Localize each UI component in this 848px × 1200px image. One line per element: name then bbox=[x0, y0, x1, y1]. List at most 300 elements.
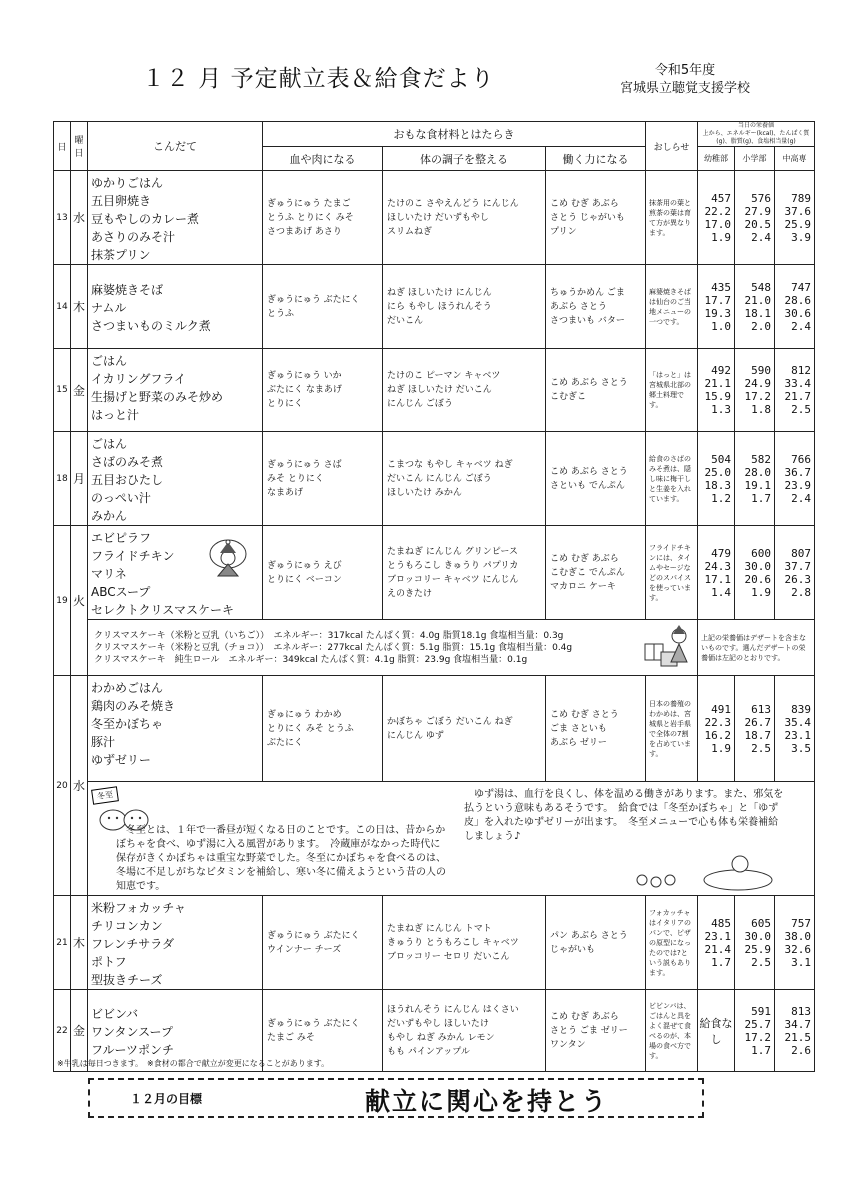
nutrition-grade1 bbox=[698, 171, 735, 265]
nutrition-grade1 bbox=[698, 265, 735, 349]
nutrition-value: 1.7 bbox=[711, 955, 732, 969]
ingredient-line: こまつな もやし キャベツ ねぎ bbox=[387, 459, 513, 470]
table-row bbox=[54, 349, 815, 432]
nutrition-value: 613 bbox=[751, 702, 772, 716]
ingredient-line: たまねぎ にんじん トマト bbox=[387, 923, 492, 934]
nutrition-grade3 bbox=[775, 896, 815, 990]
header-menu: こんだて bbox=[88, 122, 263, 171]
ingredient-line: みそ とりにく bbox=[267, 473, 324, 484]
ingredient-line: ブロッコリー セロリ だいこん bbox=[387, 951, 510, 962]
table-row bbox=[54, 782, 815, 896]
ingredient-line: さとう じゃがいも bbox=[550, 212, 625, 223]
ingredient-line: こめ あぶら さとう bbox=[550, 378, 628, 388]
nutrition-grade3 bbox=[775, 265, 815, 349]
dish-item: ポトフ bbox=[91, 955, 127, 969]
dish-item: 麻婆焼きそば bbox=[91, 283, 164, 297]
nutrition-grade2 bbox=[735, 349, 775, 432]
nutrition-value: 17.0 bbox=[704, 217, 732, 231]
ingredient-line: こめ むぎ さとう bbox=[550, 709, 619, 720]
dish-item: 五目卵焼き bbox=[91, 194, 152, 208]
nutrition-value: 38.0 bbox=[784, 929, 812, 943]
weekday-cell: 木 bbox=[71, 896, 88, 990]
nutrition-value: 25.0 bbox=[704, 465, 732, 479]
ingredient-line: スリムねぎ bbox=[387, 226, 433, 237]
dish-item: フルーツポンチ bbox=[91, 1043, 175, 1057]
winter-solstice-panel bbox=[88, 782, 815, 896]
nutrition-value: 21.7 bbox=[784, 390, 812, 403]
ingredient-line: あぶら さとう bbox=[550, 301, 607, 312]
ingredient-line: たけのこ ピーマン キャベツ bbox=[387, 371, 501, 381]
nutrition-value: 576 bbox=[751, 191, 772, 205]
yellow-ingredients bbox=[546, 171, 646, 265]
ingredient-line: たまご みそ bbox=[267, 1032, 315, 1043]
footer-note: ※牛乳は毎日つきます。 ※食材の都合で献立が変更になることがあります。 bbox=[57, 1059, 330, 1068]
dish-item: 鶏肉のみそ焼き bbox=[91, 699, 176, 713]
ingredient-line: たけのこ さやえんどう にんじん bbox=[387, 198, 519, 209]
red-ingredients bbox=[263, 676, 383, 782]
dish-item: マリネ bbox=[91, 567, 127, 581]
nutrition-value: 766 bbox=[791, 452, 812, 466]
yuzu-bath-illustration bbox=[628, 852, 778, 892]
dish-item: チリコンカン bbox=[91, 919, 163, 933]
header-grade2: 小学部 bbox=[735, 147, 775, 171]
header-yellow: 働く力になる bbox=[546, 147, 646, 171]
weekday-cell: 金 bbox=[71, 990, 88, 1072]
header-grade3: 中高専 bbox=[775, 147, 815, 171]
nutrition-value: 789 bbox=[791, 191, 812, 205]
note-cell: 「はっと」は宮城県北部の郷土料理です。 bbox=[646, 349, 698, 432]
date-cell: 22 bbox=[54, 990, 71, 1072]
school-year: 令和5年度 bbox=[654, 63, 716, 78]
dish-item: 型抜きチーズ bbox=[91, 973, 163, 987]
solstice-tag: 冬至 bbox=[91, 786, 119, 804]
dish-item: のっぺい汁 bbox=[91, 491, 151, 505]
goal-text: 献立に関心を持とう bbox=[365, 1087, 609, 1116]
header-nutrition bbox=[698, 122, 815, 147]
ingredient-line: こめ むぎ あぶら bbox=[550, 1011, 619, 1022]
nutrition-value: 479 bbox=[711, 546, 732, 560]
ingredient-line: もも パインアップル bbox=[387, 1046, 470, 1057]
solstice-right-text: ゆず湯は、血行を良くし、体を温める働きがあります。また、邪気を払うという意味もあるそうです。 給食では「冬至かぼちゃ」と「ゆず皮」を入れたゆずゼリーが出ます。 冬至メニューで心も体も栄養補給しましょう♪ bbox=[464, 788, 784, 842]
nutrition-value: 1.7 bbox=[751, 491, 772, 505]
ingredient-line: もやし ねぎ みかん レモン bbox=[387, 1032, 495, 1043]
nutrition-value: 3.1 bbox=[791, 955, 812, 969]
nutrition-value: 591 bbox=[751, 1004, 772, 1018]
nutrition-value: 605 bbox=[751, 916, 772, 930]
gifts-illustration bbox=[641, 622, 695, 670]
dish-item: ワンタンスープ bbox=[91, 1025, 173, 1039]
nutrition-value: 2.4 bbox=[751, 230, 772, 244]
nutrition-value: 491 bbox=[711, 702, 732, 716]
nutrition-value: 23.9 bbox=[784, 478, 812, 492]
ingredient-line: さつまあげ あさり bbox=[267, 226, 342, 237]
nutrition-value: 2.4 bbox=[791, 319, 812, 333]
dish-item: セレクトクリスマスケーキ bbox=[91, 603, 235, 617]
nutrition-value: 813 bbox=[791, 1004, 812, 1018]
nutrition-grade3 bbox=[775, 676, 815, 782]
yellow-ingredients bbox=[546, 676, 646, 782]
note-cell: 日本の養殖のわかめは、宮城県と岩手県で全体の7割を占めています。 bbox=[646, 676, 698, 782]
nutrition-grade3 bbox=[775, 349, 815, 432]
nutrition-value: 807 bbox=[791, 546, 812, 560]
header-notes: おしらせ bbox=[646, 122, 698, 171]
ingredient-line: こむぎこ でんぷん bbox=[550, 567, 625, 578]
nutrition-value: 485 bbox=[711, 916, 732, 930]
ingredient-line: かぼちゃ ごぼう だいこん ねぎ bbox=[387, 716, 513, 727]
ingredient-line: こむぎこ bbox=[550, 392, 587, 402]
ingredient-line: とりにく bbox=[267, 399, 304, 409]
nutrition-value: 2.5 bbox=[751, 741, 772, 755]
date-cell: 18 bbox=[54, 432, 71, 526]
dish-item: 冬至かぼちゃ bbox=[91, 717, 164, 731]
dish-item: イカリングフライ bbox=[91, 372, 187, 386]
date-cell: 20 bbox=[54, 676, 71, 896]
weekday-cell: 月 bbox=[71, 432, 88, 526]
ingredient-line: じゃがいも bbox=[550, 944, 596, 955]
nutrition-value: 20.5 bbox=[744, 217, 772, 231]
nutrition-value: 25.9 bbox=[784, 217, 812, 231]
ingredient-line: えのきたけ bbox=[387, 588, 433, 599]
dish-item: わかめごはん bbox=[91, 681, 164, 695]
ingredient-line: ぎゅうにゅう たまご bbox=[267, 198, 351, 209]
dish-list bbox=[88, 676, 263, 782]
nutrition-grade2 bbox=[735, 896, 775, 990]
dish-list bbox=[88, 171, 263, 265]
nutrition-value: 2.4 bbox=[791, 491, 812, 505]
nutrition-grade1 bbox=[698, 432, 735, 526]
xmas-line: クリスマスケーキ（米粉と豆乳（チョコ）） エネルギー：277kcal たんぱく質：5.1g 脂質：15.1g 食塩相当量：0.4g bbox=[94, 642, 573, 653]
dish-item: みかん bbox=[91, 509, 128, 523]
table-row bbox=[54, 171, 815, 265]
dish-item: さつまいものミルク煮 bbox=[91, 319, 211, 333]
nutrition-value: 590 bbox=[751, 364, 772, 377]
ingredient-line: たまねぎ にんじん グリンピース bbox=[387, 546, 518, 557]
dish-item: 生揚げと野菜のみそ炒め bbox=[91, 390, 224, 404]
nutrition-value: 19.3 bbox=[704, 306, 732, 320]
nutrition-value: 1.2 bbox=[711, 491, 732, 505]
red-ingredients bbox=[263, 432, 383, 526]
nutrition-value: 17.2 bbox=[744, 390, 772, 403]
ingredient-line: パン あぶら さとう bbox=[550, 930, 628, 941]
dish-item: ごはん bbox=[91, 437, 128, 451]
nutrition-value: 28.6 bbox=[784, 293, 812, 307]
weekday-cell: 水 bbox=[71, 171, 88, 265]
ingredient-line: とうもろこし きゅうり パプリカ bbox=[387, 560, 519, 571]
nutrition-value: 2.8 bbox=[791, 585, 812, 599]
date-cell: 14 bbox=[54, 265, 71, 349]
green-ingredients bbox=[383, 349, 546, 432]
nutrition-value: 600 bbox=[751, 546, 772, 560]
nutrition-grade2 bbox=[735, 265, 775, 349]
dish-item: 豚汁 bbox=[91, 735, 116, 749]
nutrition-value: 30.0 bbox=[744, 559, 772, 573]
nutrition-value: 3.5 bbox=[791, 741, 812, 755]
dish-item: エビピラフ bbox=[91, 531, 152, 545]
nutrition-grade3 bbox=[775, 432, 815, 526]
nutrition-value: 18.1 bbox=[744, 306, 772, 320]
nutrition-value: 839 bbox=[791, 702, 812, 716]
note-cell: フォカッチャはイタリアのパンで、ピザの原型になったのでは?という説もあります。 bbox=[646, 896, 698, 990]
page-title: １２ 月 予定献立表＆給食だより bbox=[142, 66, 495, 92]
yellow-ingredients bbox=[546, 896, 646, 990]
date-cell: 13 bbox=[54, 171, 71, 265]
nutrition-value: 21.4 bbox=[704, 942, 732, 956]
ingredient-line: とりにく ベーコン bbox=[267, 574, 342, 585]
nutrition-value: 1.0 bbox=[711, 319, 732, 333]
ingredient-line: こめ あぶら さとう bbox=[550, 466, 628, 477]
ingredient-line: マカロニ ケーキ bbox=[550, 581, 616, 592]
green-ingredients bbox=[383, 676, 546, 782]
header-ingredients: おもな食材料とはたらき bbox=[263, 122, 646, 147]
nutrition-value: 22.2 bbox=[704, 204, 732, 218]
ingredient-line: ぎゅうにゅう ぶたにく bbox=[267, 930, 360, 941]
dish-list bbox=[88, 526, 263, 620]
nutrition-grade2 bbox=[735, 526, 775, 620]
green-ingredients bbox=[383, 896, 546, 990]
table-row bbox=[54, 676, 815, 782]
red-ingredients bbox=[263, 896, 383, 990]
ingredient-line: ぎゅにゅう わかめ bbox=[267, 709, 342, 720]
nutrition-value: 21.0 bbox=[744, 293, 772, 307]
ingredient-line: だいこん bbox=[387, 315, 424, 326]
nutrition-title: 当日の栄養価 bbox=[738, 122, 775, 129]
nutrition-grade1: 給食なし bbox=[698, 990, 735, 1072]
nutrition-value: 37.7 bbox=[784, 559, 812, 573]
nutrition-value: 1.7 bbox=[751, 1043, 772, 1057]
yellow-ingredients bbox=[546, 349, 646, 432]
dish-item: ABCスープ bbox=[91, 585, 151, 599]
nutrition-value: 812 bbox=[791, 364, 812, 377]
dish-item: ナムル bbox=[91, 301, 127, 315]
ingredient-line: さとう ごま ゼリー bbox=[550, 1025, 628, 1036]
nutrition-value: 1.8 bbox=[751, 403, 772, 416]
weekday-cell: 木 bbox=[71, 265, 88, 349]
ingredient-line: こめ むぎ あぶら bbox=[550, 198, 619, 209]
school-name: 宮城県立聴覚支援学校 bbox=[620, 81, 751, 96]
date-cell: 15 bbox=[54, 349, 71, 432]
header-grade1: 幼稚部 bbox=[698, 147, 735, 171]
nutrition-grade2 bbox=[735, 432, 775, 526]
yellow-ingredients bbox=[546, 265, 646, 349]
ingredient-line: プリン bbox=[550, 226, 577, 237]
green-ingredients bbox=[383, 265, 546, 349]
dish-item: 米粉フォカッチャ bbox=[91, 901, 186, 915]
yellow-ingredients bbox=[546, 526, 646, 620]
yellow-ingredients bbox=[546, 990, 646, 1072]
nutrition-value: 15.9 bbox=[704, 390, 732, 403]
ingredient-line: ほうれんそう にんじん はくさい bbox=[387, 1004, 519, 1015]
header-red: 血や肉になる bbox=[263, 147, 383, 171]
ingredient-line: ぶたにく なまあげ bbox=[267, 385, 342, 395]
nutrition-grade3 bbox=[775, 990, 815, 1072]
nutrition-value: 16.2 bbox=[704, 728, 732, 742]
nutrition-grade1 bbox=[698, 526, 735, 620]
nutrition-value: 18.3 bbox=[704, 478, 732, 492]
ingredient-line: ワンタン bbox=[550, 1039, 586, 1050]
dish-item: フレンチサラダ bbox=[91, 937, 175, 951]
nutrition-value: 23.1 bbox=[784, 728, 812, 742]
nutrition-value: 26.3 bbox=[784, 572, 812, 586]
ingredient-line: にんじん ゆず bbox=[387, 730, 444, 741]
table-row bbox=[54, 620, 815, 676]
red-ingredients bbox=[263, 526, 383, 620]
table-row bbox=[54, 265, 815, 349]
santa-illustration bbox=[206, 536, 250, 586]
ingredient-line: とうふ bbox=[267, 308, 295, 319]
table-row bbox=[54, 526, 815, 620]
nutrition-value: 492 bbox=[711, 364, 732, 377]
school-info bbox=[620, 62, 750, 98]
nutrition-grade2 bbox=[735, 676, 775, 782]
nutrition-grade1 bbox=[698, 676, 735, 782]
nutrition-value: 504 bbox=[711, 452, 732, 466]
nutrition-value: 1.9 bbox=[751, 585, 772, 599]
ingredient-line: あぶら ゼリー bbox=[550, 737, 607, 748]
ingredient-line: ぎゅうにゅう ぶたにく bbox=[267, 294, 360, 305]
dish-list bbox=[88, 432, 263, 526]
green-ingredients bbox=[383, 171, 546, 265]
ingredient-line: ブロッコリー キャベツ にんじん bbox=[387, 574, 519, 585]
nutrition-value: 1.9 bbox=[711, 741, 732, 755]
nutrition-value: 24.3 bbox=[704, 559, 732, 573]
ingredient-line: にら もやし ほうれんそう bbox=[387, 301, 492, 312]
header-green: 体の調子を整える bbox=[383, 147, 546, 171]
nutrition-value: 26.7 bbox=[744, 715, 772, 729]
nutrition-value: 747 bbox=[791, 280, 812, 294]
dish-item: フライドチキン bbox=[91, 549, 175, 563]
nutrition-value: 21.1 bbox=[704, 377, 732, 390]
dish-item: ゆずゼリー bbox=[91, 753, 151, 767]
nutrition-value: 35.4 bbox=[784, 715, 812, 729]
red-ingredients bbox=[263, 349, 383, 432]
note-cell: 給食のさばのみそ煮は、隠し味に梅干しと生姜を入れています。 bbox=[646, 432, 698, 526]
nutrition-value: 22.3 bbox=[704, 715, 732, 729]
nutrition-grade3 bbox=[775, 171, 815, 265]
nutrition-value: 1.3 bbox=[711, 403, 732, 416]
nutrition-value: 2.5 bbox=[791, 403, 812, 416]
nutrition-value: 548 bbox=[751, 280, 772, 294]
note-cell: フライドチキンには、タイムやセージなどのスパイスを使っています。 bbox=[646, 526, 698, 620]
nutrition-grade2 bbox=[735, 990, 775, 1072]
ingredient-line: ちゅうかめん ごま bbox=[550, 287, 625, 298]
nutrition-value: 28.0 bbox=[744, 465, 772, 479]
ingredient-line: にんじん ごぼう bbox=[387, 399, 453, 409]
nutrition-value: 25.7 bbox=[744, 1017, 772, 1031]
dish-item: 豆もやしのカレー煮 bbox=[91, 212, 200, 226]
dish-list bbox=[88, 265, 263, 349]
nutrition-grade1 bbox=[698, 896, 735, 990]
yellow-ingredients bbox=[546, 432, 646, 526]
weekday-cell: 水 bbox=[71, 676, 88, 896]
header-weekday: 曜日 bbox=[71, 122, 88, 171]
nutrition-value: 2.5 bbox=[751, 955, 772, 969]
dish-item: ゆかりごはん bbox=[91, 176, 164, 190]
ingredient-line: ぎゅうにゅう ぶたにく bbox=[267, 1018, 360, 1029]
green-ingredients bbox=[383, 526, 546, 620]
nutrition-value: 30.0 bbox=[744, 929, 772, 943]
nutrition-grade2 bbox=[735, 171, 775, 265]
dish-item: さばのみそ煮 bbox=[91, 455, 164, 469]
ingredient-line: きゅうり とうもろこし キャベツ bbox=[387, 937, 519, 948]
ingredient-line: ぶたにく bbox=[267, 737, 304, 748]
solstice-left-text: 冬至とは、１年で一番昼が短くなる日のことです。この日は、昔からかぼちゃを食べ、ゆず湯に入る風習があります。 冷蔵庫がなかった時代に保存がきくかぼちゃは重宝な野菜でした。冬至にかぼちゃを食べるのは、冬場に不足しがちなビタミンを補給し、寒い冬に備えようという昔の人の知恵です。 bbox=[116, 824, 446, 892]
ingredient-line: さつまいも バター bbox=[550, 315, 625, 326]
note-cell: 麻婆焼きそばは仙台のご当地メニューの一つです。 bbox=[646, 265, 698, 349]
nutrition-value: 435 bbox=[711, 280, 732, 294]
nutrition-value: 2.0 bbox=[751, 319, 772, 333]
ingredient-line: ぎゅうにゅう いか bbox=[267, 371, 342, 381]
nutrition-value: 2.6 bbox=[791, 1043, 812, 1057]
nutrition-value: 17.2 bbox=[744, 1030, 772, 1044]
nutrition-desc: 上から、エネルギー(kcal)、たんぱく質(g)、脂質(g)、食塩相当量(g) bbox=[702, 130, 810, 145]
ingredient-line: ウインナー チーズ bbox=[267, 944, 342, 955]
dish-item: はっと汁 bbox=[91, 408, 140, 422]
weekday-cell: 金 bbox=[71, 349, 88, 432]
nutrition-value: 20.6 bbox=[744, 572, 772, 586]
dish-item: 五目おひたし bbox=[91, 473, 164, 487]
ingredient-line: ねぎ ほしいたけ だいこん bbox=[387, 385, 492, 395]
ingredient-line: とうふ とりにく みそ bbox=[267, 212, 354, 223]
nutrition-value: 37.6 bbox=[784, 204, 812, 218]
dish-item: あさりのみそ汁 bbox=[91, 230, 176, 244]
dish-list bbox=[88, 349, 263, 432]
nutrition-value: 30.6 bbox=[784, 306, 812, 320]
ingredient-line: だいこん にんじん ごぼう bbox=[387, 473, 492, 484]
dish-item: 抹茶プリン bbox=[91, 248, 151, 262]
nutrition-value: 19.1 bbox=[744, 478, 772, 492]
dish-item: ごはん bbox=[91, 354, 128, 368]
dish-list bbox=[88, 896, 263, 990]
xmas-note: 上記の栄養価はデザートを含まないものです。選んだデザートの栄養価は左記のとおりです。 bbox=[698, 620, 815, 676]
goal-label: １２月の目標 bbox=[130, 1092, 203, 1106]
date-cell: 21 bbox=[54, 896, 71, 990]
red-ingredients bbox=[263, 171, 383, 265]
ingredient-line: ぎゅうにゅう えび bbox=[267, 560, 342, 571]
nutrition-grade1 bbox=[698, 349, 735, 432]
xmas-line: クリスマスケーキ（米粉と豆乳（いちご）） エネルギー：317kcal たんぱく質：4.0g 脂質18.1g 食塩相当量：0.3g bbox=[94, 630, 564, 641]
header-day: 日 bbox=[54, 122, 71, 171]
nutrition-value: 17.7 bbox=[704, 293, 732, 307]
nutrition-value: 21.5 bbox=[784, 1030, 812, 1044]
xmas-cake-info bbox=[88, 620, 698, 676]
nutrition-grade3 bbox=[775, 526, 815, 620]
ingredient-line: ほしいたけ みかん bbox=[387, 487, 462, 498]
ingredient-line: とりにく みそ とうふ bbox=[267, 723, 354, 734]
weekday-cell: 火 bbox=[71, 526, 88, 676]
green-ingredients bbox=[383, 990, 546, 1072]
nutrition-value: 32.6 bbox=[784, 942, 812, 956]
ingredient-line: だいずもやし ほしいたけ bbox=[387, 1018, 489, 1029]
nutrition-value: 23.1 bbox=[704, 929, 732, 943]
nutrition-value: 1.4 bbox=[711, 585, 732, 599]
nutrition-value: 33.4 bbox=[784, 377, 812, 390]
ingredient-line: こめ むぎ あぶら bbox=[550, 553, 619, 564]
nutrition-value: 582 bbox=[751, 452, 772, 466]
note-cell: 抹茶用の葉と煎茶の葉は育て方が異なります。 bbox=[646, 171, 698, 265]
table-row bbox=[54, 432, 815, 526]
monthly-goal-box bbox=[88, 1078, 704, 1118]
nutrition-value: 36.7 bbox=[784, 465, 812, 479]
green-ingredients bbox=[383, 432, 546, 526]
ingredient-line: ごま さといも bbox=[550, 723, 607, 734]
ingredient-line: さといも でんぷん bbox=[550, 480, 625, 491]
nutrition-value: 25.9 bbox=[744, 942, 772, 956]
nutrition-value: 24.9 bbox=[744, 377, 772, 390]
nutrition-value: 3.9 bbox=[791, 230, 812, 244]
ingredient-line: ぎゅうにゅう さば bbox=[267, 459, 342, 470]
nutrition-value: 18.7 bbox=[744, 728, 772, 742]
ingredient-line: なまあげ bbox=[267, 487, 304, 498]
